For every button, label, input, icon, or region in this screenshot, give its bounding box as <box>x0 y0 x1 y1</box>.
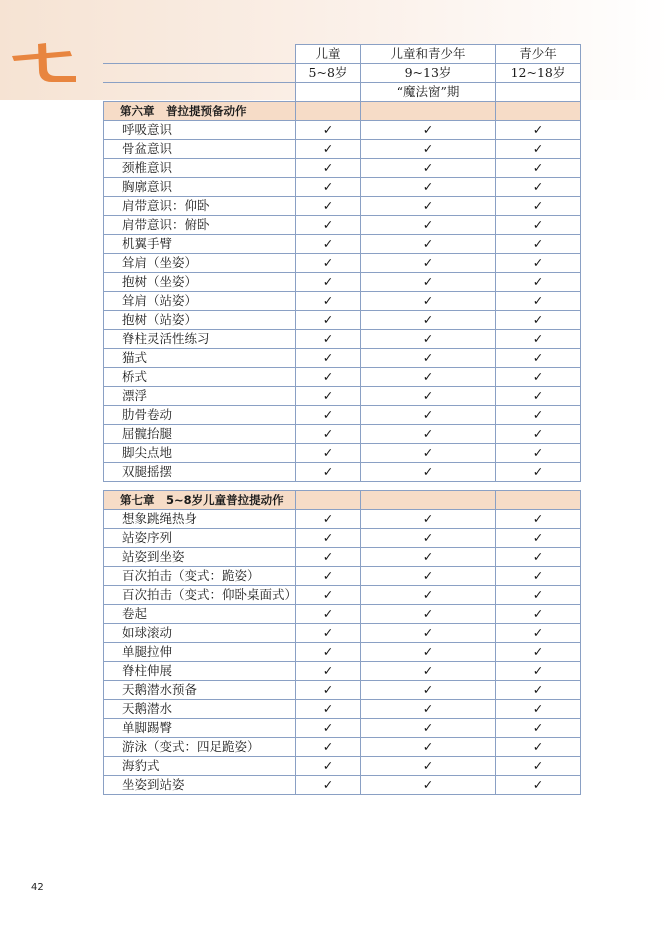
exercise-name: 胸廓意识 <box>104 178 296 197</box>
exercise-name: 百次拍击（变式：仰卧桌面式） <box>104 586 296 605</box>
check-mark-icon: ✓ <box>496 681 581 700</box>
table-row <box>104 425 581 444</box>
header-children-and-teens: 儿童和青少年 <box>361 45 496 64</box>
table-row <box>104 235 581 254</box>
chapter-6-title-row <box>104 102 581 121</box>
exercise-name: 耸肩（站姿） <box>104 292 296 311</box>
check-mark-icon: ✓ <box>361 387 496 406</box>
check-mark-icon: ✓ <box>296 140 361 159</box>
exercise-name: 单腿拉伸 <box>104 643 296 662</box>
check-mark-icon: ✓ <box>361 330 496 349</box>
check-mark-icon: ✓ <box>361 197 496 216</box>
check-mark-icon: ✓ <box>296 643 361 662</box>
exercise-name: 天鹅潜水预备 <box>104 681 296 700</box>
check-mark-icon: ✓ <box>296 719 361 738</box>
check-mark-icon: ✓ <box>296 121 361 140</box>
check-mark-icon: ✓ <box>296 529 361 548</box>
table-row <box>104 444 581 463</box>
table-row <box>104 254 581 273</box>
table-row <box>104 140 581 159</box>
exercise-name: 肩带意识：仰卧 <box>104 197 296 216</box>
table-row <box>104 757 581 776</box>
check-mark-icon: ✓ <box>361 216 496 235</box>
check-mark-icon: ✓ <box>296 586 361 605</box>
check-mark-icon: ✓ <box>361 235 496 254</box>
check-mark-icon: ✓ <box>296 681 361 700</box>
table-row <box>104 529 581 548</box>
check-mark-icon: ✓ <box>296 349 361 368</box>
table-row <box>104 178 581 197</box>
check-mark-icon: ✓ <box>296 567 361 586</box>
exercise-name: 游泳（变式：四足跪姿） <box>104 738 296 757</box>
check-mark-icon: ✓ <box>296 605 361 624</box>
exercise-name: 站姿序列 <box>104 529 296 548</box>
check-mark-icon: ✓ <box>361 700 496 719</box>
check-mark-icon: ✓ <box>296 624 361 643</box>
exercise-name: 想象跳绳热身 <box>104 510 296 529</box>
check-mark-icon: ✓ <box>296 700 361 719</box>
header-teens: 青少年 <box>496 45 581 64</box>
exercise-name: 骨盆意识 <box>104 140 296 159</box>
check-mark-icon: ✓ <box>361 140 496 159</box>
check-mark-icon: ✓ <box>361 681 496 700</box>
check-mark-icon: ✓ <box>496 178 581 197</box>
check-mark-icon: ✓ <box>496 757 581 776</box>
header-teen-age: 12~18岁 <box>496 64 581 83</box>
check-mark-icon: ✓ <box>496 140 581 159</box>
check-mark-icon: ✓ <box>361 719 496 738</box>
exercise-name: 抱树（站姿） <box>104 311 296 330</box>
check-mark-icon: ✓ <box>296 273 361 292</box>
check-mark-icon: ✓ <box>361 776 496 795</box>
check-mark-icon: ✓ <box>361 311 496 330</box>
table-row <box>104 662 581 681</box>
check-mark-icon: ✓ <box>296 368 361 387</box>
header-children-age: 5~8岁 <box>296 64 361 83</box>
table-row <box>104 738 581 757</box>
check-mark-icon: ✓ <box>296 178 361 197</box>
exercise-name: 颈椎意识 <box>104 159 296 178</box>
check-mark-icon: ✓ <box>296 216 361 235</box>
exercise-name: 双腿摇摆 <box>104 463 296 482</box>
table-row <box>104 121 581 140</box>
check-mark-icon: ✓ <box>361 605 496 624</box>
exercise-name: 脊柱灵活性练习 <box>104 330 296 349</box>
check-mark-icon: ✓ <box>496 624 581 643</box>
check-mark-icon: ✓ <box>296 159 361 178</box>
check-mark-icon: ✓ <box>361 406 496 425</box>
check-mark-icon: ✓ <box>496 586 581 605</box>
table-row <box>104 387 581 406</box>
check-mark-icon: ✓ <box>296 757 361 776</box>
check-mark-icon: ✓ <box>296 738 361 757</box>
table-row <box>104 567 581 586</box>
check-mark-icon: ✓ <box>496 605 581 624</box>
check-mark-icon: ✓ <box>496 216 581 235</box>
table-row <box>104 719 581 738</box>
table-row <box>104 681 581 700</box>
exercise-name: 屈髋抬腿 <box>104 425 296 444</box>
check-mark-icon: ✓ <box>496 292 581 311</box>
check-mark-icon: ✓ <box>496 311 581 330</box>
exercise-name: 卷起 <box>104 605 296 624</box>
check-mark-icon: ✓ <box>296 311 361 330</box>
check-mark-icon: ✓ <box>496 529 581 548</box>
header-middle-age: 9~13岁 <box>361 64 496 83</box>
exercise-table-chapter-6 <box>103 44 581 482</box>
check-mark-icon: ✓ <box>296 548 361 567</box>
table-row <box>104 311 581 330</box>
check-mark-icon: ✓ <box>361 738 496 757</box>
check-mark-icon: ✓ <box>496 662 581 681</box>
check-mark-icon: ✓ <box>361 159 496 178</box>
check-mark-icon: ✓ <box>496 444 581 463</box>
check-mark-icon: ✓ <box>361 510 496 529</box>
table-row <box>104 159 581 178</box>
exercise-name: 如球滚动 <box>104 624 296 643</box>
exercise-table-chapter-7 <box>103 490 581 795</box>
exercise-name: 脚尖点地 <box>104 444 296 463</box>
check-mark-icon: ✓ <box>361 624 496 643</box>
exercise-name: 脊柱伸展 <box>104 662 296 681</box>
table-row <box>104 605 581 624</box>
check-mark-icon: ✓ <box>361 292 496 311</box>
check-mark-icon: ✓ <box>496 406 581 425</box>
check-mark-icon: ✓ <box>361 349 496 368</box>
header-children: 儿童 <box>296 45 361 64</box>
check-mark-icon: ✓ <box>296 463 361 482</box>
table-row <box>104 292 581 311</box>
table-row <box>104 510 581 529</box>
check-mark-icon: ✓ <box>296 425 361 444</box>
check-mark-icon: ✓ <box>361 254 496 273</box>
check-mark-icon: ✓ <box>296 662 361 681</box>
check-mark-icon: ✓ <box>296 387 361 406</box>
table-row <box>104 548 581 567</box>
check-mark-icon: ✓ <box>496 387 581 406</box>
check-mark-icon: ✓ <box>361 368 496 387</box>
check-mark-icon: ✓ <box>496 738 581 757</box>
check-mark-icon: ✓ <box>361 463 496 482</box>
check-mark-icon: ✓ <box>361 273 496 292</box>
exercise-name: 肩带意识：俯卧 <box>104 216 296 235</box>
exercise-name: 猫式 <box>104 349 296 368</box>
chapter-7-title-row <box>104 491 581 510</box>
exercise-name: 海豹式 <box>104 757 296 776</box>
check-mark-icon: ✓ <box>496 330 581 349</box>
table-row <box>104 624 581 643</box>
exercise-name: 天鹅潜水 <box>104 700 296 719</box>
check-mark-icon: ✓ <box>361 425 496 444</box>
check-mark-icon: ✓ <box>296 444 361 463</box>
header-blank-cell <box>104 45 296 64</box>
check-mark-icon: ✓ <box>296 254 361 273</box>
table-row <box>104 216 581 235</box>
exercise-name: 抱树（坐姿） <box>104 273 296 292</box>
exercise-name: 站姿到坐姿 <box>104 548 296 567</box>
exercise-name: 坐姿到站姿 <box>104 776 296 795</box>
check-mark-icon: ✓ <box>361 444 496 463</box>
check-mark-icon: ✓ <box>296 197 361 216</box>
table-row <box>104 776 581 795</box>
check-mark-icon: ✓ <box>496 368 581 387</box>
exercise-name: 肋骨卷动 <box>104 406 296 425</box>
check-mark-icon: ✓ <box>361 567 496 586</box>
exercise-name: 百次拍击（变式：跪姿） <box>104 567 296 586</box>
check-mark-icon: ✓ <box>496 197 581 216</box>
check-mark-icon: ✓ <box>296 292 361 311</box>
check-mark-icon: ✓ <box>496 254 581 273</box>
check-mark-icon: ✓ <box>496 425 581 444</box>
chapter-6-title: 第六章 普拉提预备动作 <box>104 102 296 121</box>
check-mark-icon: ✓ <box>496 121 581 140</box>
exercise-name: 漂浮 <box>104 387 296 406</box>
check-mark-icon: ✓ <box>296 406 361 425</box>
check-mark-icon: ✓ <box>296 330 361 349</box>
check-mark-icon: ✓ <box>296 510 361 529</box>
table-row <box>104 463 581 482</box>
check-mark-icon: ✓ <box>361 178 496 197</box>
check-mark-icon: ✓ <box>496 643 581 662</box>
chapter-seven-logo-icon <box>10 42 80 84</box>
check-mark-icon: ✓ <box>496 567 581 586</box>
exercise-name: 机翼手臂 <box>104 235 296 254</box>
check-mark-icon: ✓ <box>361 548 496 567</box>
page-number: 42 <box>31 882 44 893</box>
exercise-name: 呼吸意识 <box>104 121 296 140</box>
table-row <box>104 586 581 605</box>
table-row <box>104 643 581 662</box>
check-mark-icon: ✓ <box>496 700 581 719</box>
check-mark-icon: ✓ <box>496 510 581 529</box>
check-mark-icon: ✓ <box>496 235 581 254</box>
table-row <box>104 349 581 368</box>
header-magic-window-note: “魔法窗”期 <box>361 83 496 102</box>
check-mark-icon: ✓ <box>496 548 581 567</box>
check-mark-icon: ✓ <box>496 463 581 482</box>
table-row <box>104 406 581 425</box>
check-mark-icon: ✓ <box>361 121 496 140</box>
check-mark-icon: ✓ <box>296 235 361 254</box>
table-row <box>104 273 581 292</box>
check-mark-icon: ✓ <box>361 757 496 776</box>
check-mark-icon: ✓ <box>361 643 496 662</box>
check-mark-icon: ✓ <box>496 719 581 738</box>
exercise-name: 单脚踢臀 <box>104 719 296 738</box>
table-row <box>104 197 581 216</box>
exercise-name: 桥式 <box>104 368 296 387</box>
check-mark-icon: ✓ <box>361 529 496 548</box>
check-mark-icon: ✓ <box>296 776 361 795</box>
exercise-name: 耸肩（坐姿） <box>104 254 296 273</box>
check-mark-icon: ✓ <box>496 273 581 292</box>
check-mark-icon: ✓ <box>361 662 496 681</box>
check-mark-icon: ✓ <box>361 586 496 605</box>
chapter-7-title: 第七章 5~8岁儿童普拉提动作 <box>104 491 296 510</box>
check-mark-icon: ✓ <box>496 349 581 368</box>
check-mark-icon: ✓ <box>496 776 581 795</box>
check-mark-icon: ✓ <box>496 159 581 178</box>
table-row <box>104 700 581 719</box>
table-row <box>104 368 581 387</box>
table-row <box>104 330 581 349</box>
